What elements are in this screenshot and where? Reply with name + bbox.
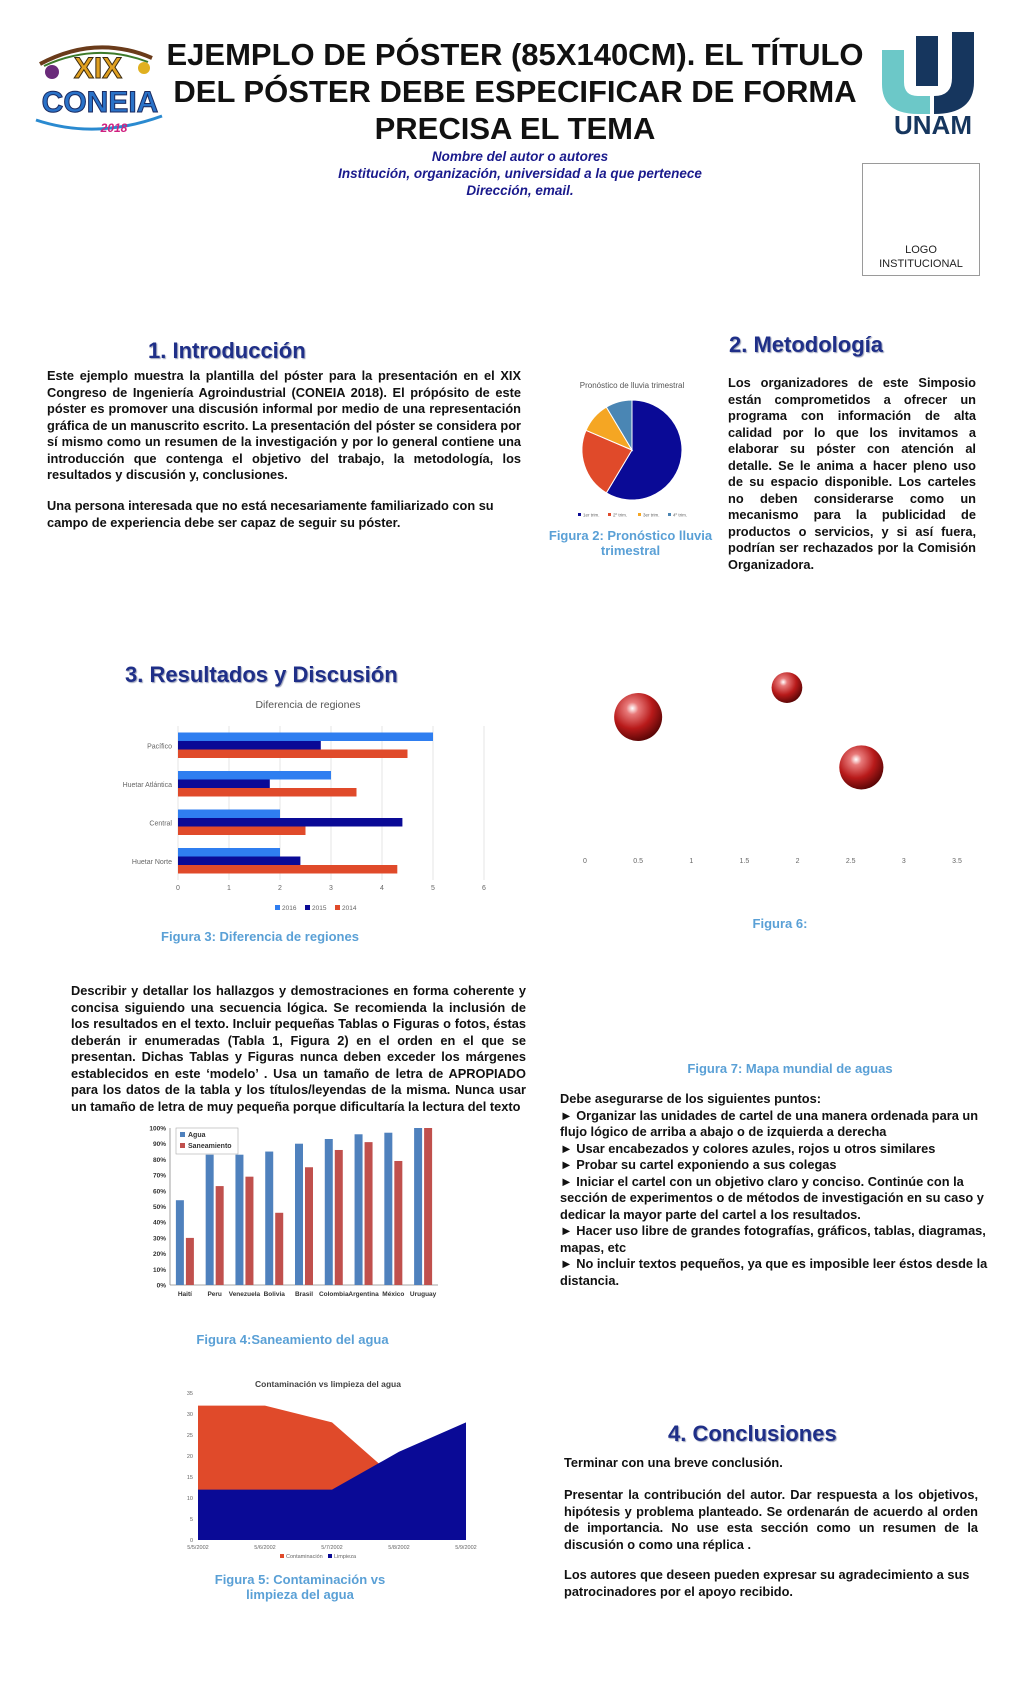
fig2-legend	[578, 513, 687, 518]
fig2-chart-title: Pronóstico de lluvia trimestral	[579, 381, 685, 390]
bar-agua-2	[235, 1155, 243, 1285]
checklist-item: ► No incluir textos pequeños, ya que es imposible leer éstos desde la distancia.	[560, 1256, 988, 1288]
y-tick-label: 60%	[152, 1188, 166, 1196]
bar-2014-0	[178, 750, 408, 759]
y-tick-label: 0%	[156, 1282, 166, 1290]
x-tick-label: 5/5/2002	[187, 1545, 209, 1551]
x-tick-label: 2.5	[845, 858, 856, 865]
author-names: Nombre del autor o autores	[431, 149, 609, 164]
fig7-caption: Figura 7: Mapa mundial de aguas	[687, 1061, 893, 1076]
category-label: Pacífico	[147, 743, 172, 751]
category-label: Haití	[177, 1291, 192, 1298]
author-institution: Institución, organización, universidad a la que pertenece	[338, 166, 702, 181]
fig6-bubbles	[614, 672, 883, 789]
results-heading: 3. Resultados y Discusión	[125, 662, 398, 687]
x-tick-label: 5/8/2002	[388, 1545, 410, 1551]
results-paragraph: Describir y detallar los hallazgos y demostraciones en forma coherente y concisa siguiendo una secuencia lógica. Se recomienda la inclusión de los resultados en el texto. Incluir pequeñas Tablas o Figuras o fotos, éstas deberán ir enumeradas (Tabla 1, Figura 2) en el orden en el que se presentan. Dichas Tablas y Figuras nunca deben exceder los márgenes establecidos en este ‘modelo’ . Usa un tamaño de letra de APROPIADO para los datos de la tabla y los títulos/leyendas de la misma. Nunca usar un tamaño de letra de muy pequeña porque dificultaría la lectura del texto	[71, 983, 526, 1114]
bar-agua-7	[384, 1133, 392, 1285]
fig5-chart-title: Contaminación vs limpieza del agua	[255, 1379, 401, 1389]
intro-heading: 1. Introducción	[148, 338, 306, 363]
y-tick-label: 10%	[152, 1266, 166, 1274]
fig5-areas	[198, 1406, 466, 1540]
bar-2016-0	[178, 733, 433, 742]
legend-swatch	[335, 905, 340, 910]
bar-2015-3	[178, 857, 300, 866]
fig3-legend	[275, 905, 357, 912]
bar-agua-0	[176, 1200, 184, 1285]
y-tick-label: 35	[186, 1391, 193, 1397]
bar-saneamiento-4	[305, 1167, 313, 1285]
institutional-logo-label: LOGO INSTITUCIONAL	[879, 244, 963, 270]
bar-saneamiento-5	[335, 1150, 343, 1285]
y-tick-label: 90%	[152, 1141, 166, 1149]
y-tick-label: 25	[186, 1433, 193, 1439]
unam-logo	[872, 26, 994, 138]
conclusions-heading: 4. Conclusiones	[668, 1421, 837, 1446]
category-label: Central	[149, 820, 172, 828]
checklist-intro: Debe asegurarse de los siguientes puntos:	[560, 1091, 821, 1106]
legend-swatch	[638, 513, 641, 516]
x-tick-label: 5/9/2002	[455, 1545, 477, 1551]
fig2-slices	[582, 400, 682, 500]
bar-2015-2	[178, 818, 402, 827]
method-paragraph: Los organizadores de este Simposio están comprometidos a ofrecer un programa con información de alta calidad por lo que los invitamos a elaborar su póster con atención al detalle. Se le anima a hacer pleno uso de su espacio disponible. Los carteles no deben considerarse como un mecanismo para la publicidad de productos o servicios, y si así fuera, podrían ser rechazados por la Comisión Organizadora.	[728, 375, 976, 572]
bar-saneamiento-8	[424, 1128, 432, 1285]
bar-agua-8	[414, 1128, 422, 1285]
bar-2015-1	[178, 780, 270, 789]
category-label: México	[382, 1291, 405, 1298]
intro-paragraph: Este ejemplo muestra la plantilla del póster para la presentación en el XIX Congreso de Ingeniería Agroindustrial (CONEIA 2018). El própósito de este póster es promover una discusión informal por medio de una representación gráfica de un manuscrito escrito. La presentación del póster se considera por sí mismo como un resumen de la investigación y por lo general contiene una introducción que contenga el objetivo del trabajo, la metodología, los resultados y discusión y, conclusiones.	[47, 368, 521, 482]
bar-saneamiento-3	[275, 1213, 283, 1285]
author-address: Dirección, email.	[466, 183, 574, 198]
fig5-caption: Figura 5: Contaminación vs limpieza del agua	[214, 1572, 386, 1602]
legend-swatch	[328, 1554, 332, 1558]
x-tick-label: 3	[901, 858, 906, 865]
fig6-axis-labels	[583, 858, 962, 865]
category-label: Huetar Norte	[131, 858, 172, 866]
fig3-bars	[178, 733, 433, 874]
legend-label: 1er trim.	[583, 512, 600, 518]
conclusions-paragraph-2: Presentar la contribución del autor. Dar respuesta a los objetivos, hipótesis y problema planteado. Se ordenarán de acuerdo al orden de importancia. No use esta sección como un resumen de la discusión o como una réplica .	[564, 1487, 978, 1552]
legend-label: Contaminación	[286, 1554, 323, 1560]
poster-title: EJEMPLO DE PÓSTER (85X140CM). EL TÍTULO DEL PÓSTER DEBE ESPECIFICAR DE FORMA PRECISA EL TEMA	[166, 37, 864, 146]
bar-2014-1	[178, 788, 357, 797]
checklist-item: ► Iniciar el cartel con un objetivo claro y conciso. Continúe con la sección de experimentos o de métodos de investigación en su caso y dedicar la mayor parte del cartel a los resultados.	[560, 1173, 984, 1222]
y-tick-label: 50%	[152, 1204, 166, 1211]
legend-swatch	[180, 1132, 185, 1137]
x-tick-label: 1.5	[739, 858, 750, 865]
institutional-logo-placeholder	[862, 163, 980, 276]
svg-text:XIX: XIX	[73, 52, 123, 85]
x-tick-label: 3	[329, 885, 333, 892]
bar-2016-2	[178, 810, 280, 819]
checklist	[560, 1091, 1003, 1289]
bar-agua-6	[355, 1134, 363, 1285]
y-tick-label: 15	[186, 1475, 193, 1481]
fig3-caption: Figura 3: Diferencia de regiones	[161, 929, 359, 944]
bar-saneamiento-0	[186, 1238, 194, 1285]
bar-saneamiento-1	[216, 1186, 224, 1285]
y-tick-label: 70%	[152, 1172, 166, 1180]
y-tick-label: 40%	[152, 1219, 166, 1227]
checklist-item: ► Hacer uso libre de grandes fotografías, gráficos, tablas, diagramas, mapas, etc	[560, 1223, 986, 1255]
legend-label: 2014	[342, 905, 357, 912]
svg-text:2018: 2018	[100, 121, 128, 135]
y-tick-label: 100%	[149, 1125, 166, 1133]
legend-label: 2º trim.	[613, 512, 628, 518]
y-tick-label: 20%	[152, 1251, 166, 1259]
legend-swatch	[578, 513, 581, 516]
bubble-point	[839, 745, 883, 789]
x-tick-label: 4	[380, 885, 384, 892]
bubble-point	[772, 672, 803, 703]
legend-label: 3er trim.	[643, 512, 660, 518]
bar-agua-3	[265, 1152, 273, 1285]
y-tick-label: 30%	[152, 1235, 166, 1243]
x-tick-label: 3.5	[952, 858, 962, 865]
legend-swatch	[280, 1554, 284, 1558]
checklist-item: ► Probar su cartel exponiendo a sus colegas	[560, 1157, 837, 1172]
fig4-bar-chart	[140, 1120, 445, 1305]
x-tick-label: 0	[583, 858, 587, 865]
bubble-point	[614, 693, 662, 741]
legend-swatch	[305, 905, 310, 910]
category-label: Bolivia	[263, 1291, 285, 1298]
legend-swatch	[608, 513, 611, 516]
unam-logo-icon	[872, 26, 994, 138]
coneia-logo	[26, 28, 176, 148]
category-label: Peru	[207, 1291, 222, 1298]
conclusions-paragraph-3: Los autores que deseen pueden expresar su agradecimiento a sus patrocinadores por el apoyo recibido.	[564, 1567, 970, 1599]
svg-text:UNAM: UNAM	[894, 110, 972, 138]
method-heading: 2. Metodología	[729, 332, 883, 357]
x-tick-label: 5/6/2002	[254, 1545, 276, 1551]
y-tick-label: 30	[186, 1412, 193, 1418]
category-label: Argentina	[348, 1291, 379, 1298]
bar-2016-3	[178, 848, 280, 857]
bar-saneamiento-6	[365, 1142, 373, 1285]
bar-agua-4	[295, 1144, 303, 1285]
bar-saneamiento-2	[245, 1177, 253, 1285]
x-tick-label: 1	[227, 885, 231, 892]
bar-2015-0	[178, 741, 321, 750]
fig6-caption: Figura 6:	[752, 916, 808, 931]
legend-label: 2016	[282, 905, 297, 912]
bar-2014-3	[178, 865, 397, 874]
fig5-legend	[280, 1554, 357, 1560]
conclusions-paragraph-1: Terminar con una breve conclusión.	[564, 1455, 783, 1470]
x-tick-label: 1	[689, 858, 694, 865]
coneia-logo-icon	[26, 28, 176, 148]
x-tick-label: 5/7/2002	[321, 1545, 343, 1551]
bar-2014-2	[178, 827, 306, 836]
x-tick-label: 2	[278, 885, 282, 892]
fig3-chart-title: Diferencia de regiones	[255, 699, 361, 711]
intro-paragraph-2: Una persona interesada que no está necesariamente familiarizado con su campo de experiencia debe ser capaz de seguir su póster.	[47, 498, 494, 530]
fig2-pie-chart	[562, 375, 702, 525]
fig4-legend	[176, 1128, 238, 1154]
fig3-bar-chart	[100, 694, 495, 916]
fig6-bubble-chart	[575, 665, 970, 875]
fig5-area-chart	[178, 1375, 478, 1570]
y-tick-label: 80%	[152, 1156, 166, 1164]
category-label: Colombia	[318, 1291, 349, 1298]
bar-saneamiento-7	[394, 1161, 402, 1285]
legend-label: 2015	[312, 905, 327, 912]
bar-2016-1	[178, 771, 331, 780]
y-tick-label: 10	[186, 1496, 193, 1502]
y-tick-label: 0	[189, 1538, 193, 1544]
fig2-caption: Figura 2: Pronóstico lluvia trimestral	[548, 528, 713, 558]
bar-agua-1	[206, 1155, 214, 1285]
legend-label: Agua	[188, 1132, 206, 1139]
y-tick-label: 5	[189, 1517, 193, 1523]
category-label: Huetar Atlántica	[122, 781, 172, 789]
x-tick-label: 0	[176, 885, 180, 892]
x-tick-label: 2	[795, 858, 800, 865]
category-label: Brasil	[294, 1291, 314, 1298]
x-tick-label: 6	[482, 885, 486, 892]
category-label: Venezuela	[228, 1291, 261, 1298]
checklist-item: ► Usar encabezados y colores azules, rojos u otros similares	[560, 1140, 936, 1156]
checklist-item: ► Organizar las unidades de cartel de una manera ordenada para un flujo lógico de arriba a abajo o de izquierda a derecha	[560, 1107, 979, 1139]
x-tick-label: 5	[431, 885, 435, 892]
legend-swatch	[275, 905, 280, 910]
legend-label: 4º trim.	[673, 512, 688, 518]
legend-swatch	[668, 513, 671, 516]
svg-text:CONEIA: CONEIA	[41, 86, 159, 119]
category-label: Uruguay	[409, 1291, 437, 1298]
y-tick-label: 20	[186, 1454, 193, 1460]
bar-agua-5	[325, 1139, 333, 1285]
legend-label: Limpieza	[334, 1554, 357, 1560]
fig4-caption: Figura 4:Saneamiento del agua	[196, 1332, 389, 1347]
legend-swatch	[180, 1143, 185, 1148]
legend-label: Saneamiento	[188, 1143, 232, 1150]
x-tick-label: 0.5	[633, 858, 644, 865]
